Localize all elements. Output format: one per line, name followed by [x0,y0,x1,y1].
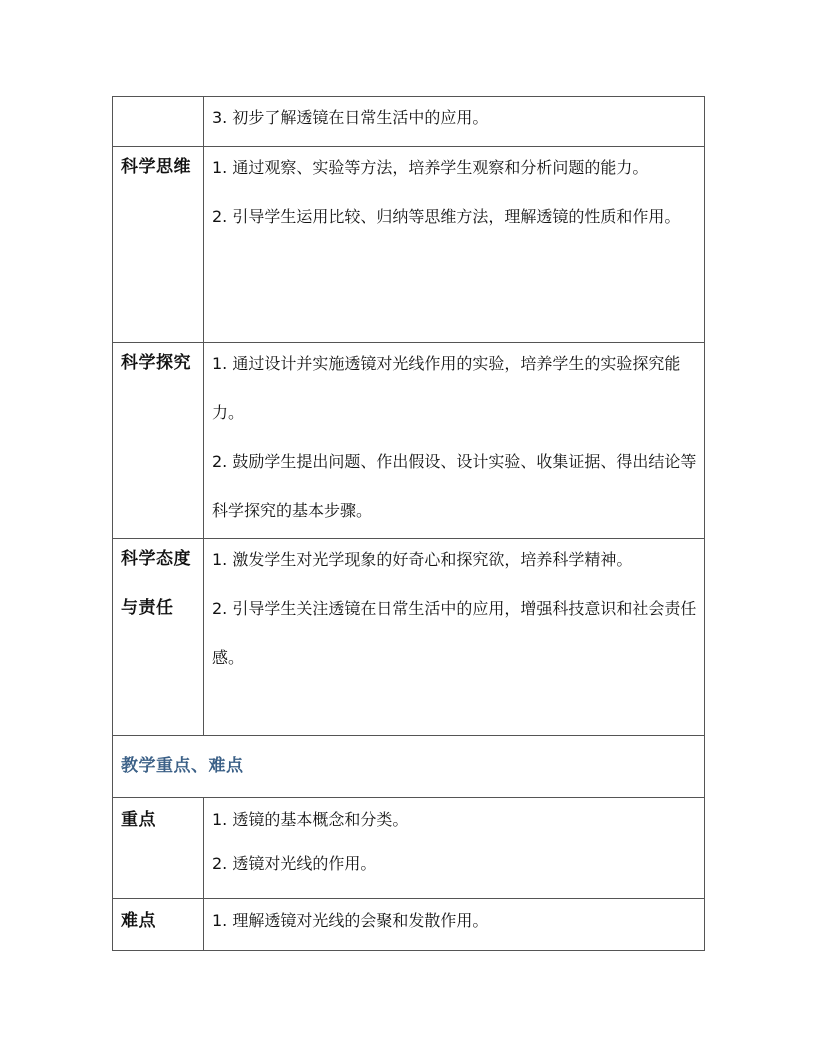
lesson-objectives-table [112,96,705,951]
row-label-scientific-thinking: 科学思维 [121,157,191,177]
table-row [113,343,705,539]
difficulty-item: 1. 理解透镜对光线的会聚和发散作用。 [212,911,489,930]
section-header-cell [113,736,705,798]
table-row [113,97,705,147]
row-content-cell [204,343,705,539]
objective-item: 2. 鼓励学生提出问题、作出假设、设计实验、收集证据、得出结论等科学探究的基本步骤。 [212,452,697,520]
objective-item: 2. 引导学生关注透镜在日常生活中的应用，增强科技意识和社会责任感。 [212,599,697,667]
table-row [113,147,705,343]
table-row [113,539,705,736]
objective-item: 2. 引导学生运用比较、归纳等思维方法，理解透镜的性质和作用。 [212,207,681,226]
row-content-cell [204,539,705,736]
row-label-cell [113,343,204,539]
row-label-difficulty: 难点 [121,911,156,931]
table-row [113,899,705,951]
section-header-row [113,736,705,798]
row-content-cell [204,147,705,343]
section-title: 教学重点、难点 [121,756,244,776]
row-label-cell [113,97,204,147]
objective-item: 3. 初步了解透镜在日常生活中的应用。 [212,108,489,127]
row-label-focus: 重点 [121,810,156,830]
objective-item: 1. 通过观察、实验等方法，培养学生观察和分析问题的能力。 [212,158,649,177]
row-label-cell [113,147,204,343]
row-content-cell [204,97,705,147]
row-content-cell [204,798,705,899]
row-label-scientific-inquiry: 科学探究 [121,353,191,373]
focus-item: 2. 透镜对光线的作用。 [212,854,377,873]
focus-item: 1. 透镜的基本概念和分类。 [212,810,409,829]
row-label-attitude-responsibility: 科学态度与责任 [121,549,191,618]
objective-item: 1. 激发学生对光学现象的好奇心和探究欲，培养科学精神。 [212,550,633,569]
row-label-cell [113,899,204,951]
objective-item: 1. 通过设计并实施透镜对光线作用的实验，培养学生的实验探究能力。 [212,354,681,422]
row-content-cell [204,899,705,951]
table-row [113,798,705,899]
row-label-cell [113,798,204,899]
row-label-cell [113,539,204,736]
